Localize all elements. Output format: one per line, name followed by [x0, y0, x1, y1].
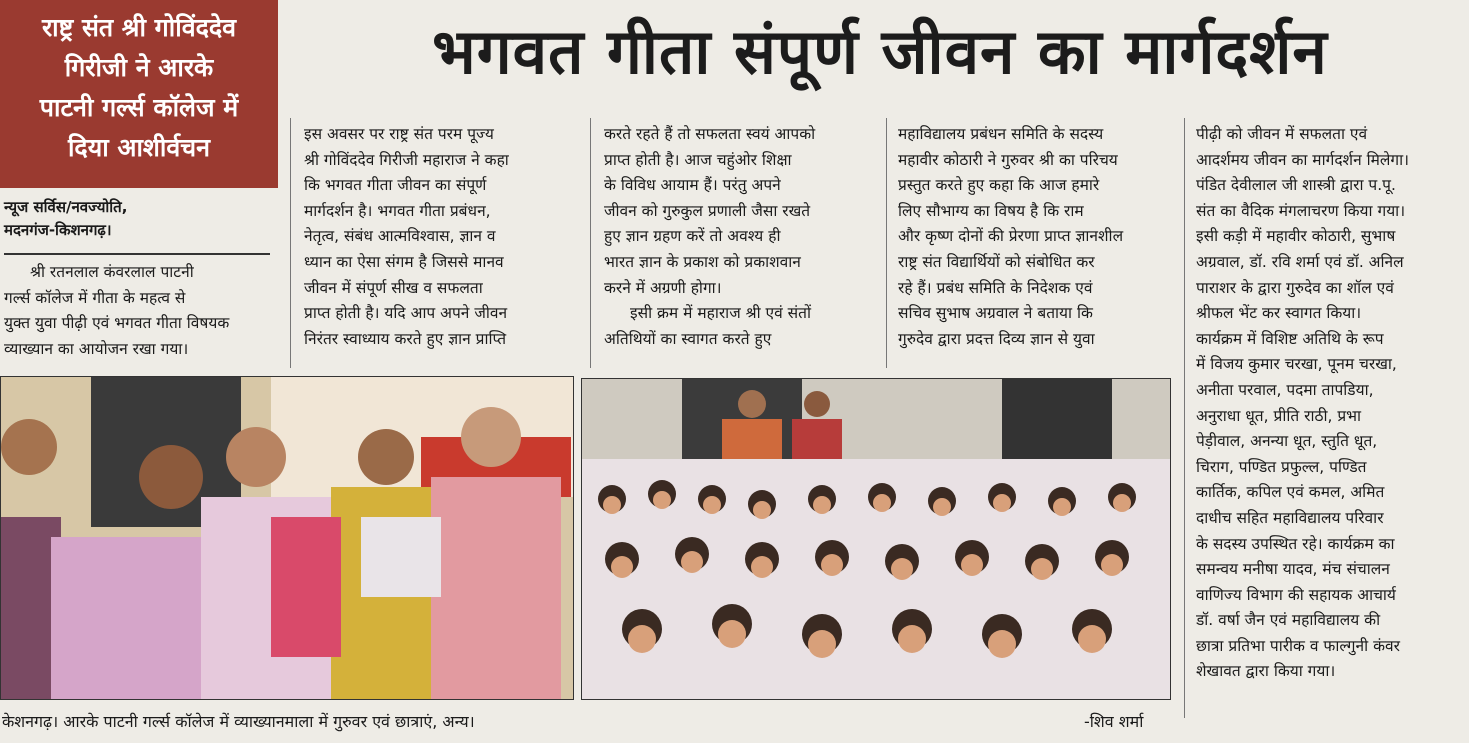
byline	[4, 196, 272, 242]
text-line: और कृष्ण दोनों की प्रेरणा प्राप्त ज्ञानशील	[898, 227, 1124, 246]
text-line: महाविद्यालय प्रबंधन समिति के सदस्य	[898, 125, 1104, 143]
article-column-1	[4, 260, 274, 362]
article-column-2	[304, 122, 576, 352]
article-column-4	[898, 122, 1170, 352]
text-line: पेड़ीवाल, अनन्या धूत, स्तुति धूत,	[1196, 432, 1378, 451]
text-line: प्रस्तुत करते हुए कहा कि आज हमारे	[898, 176, 1100, 195]
text-line: संत का वैदिक मंगलाचरण किया गया।	[1196, 201, 1406, 220]
byline-agency: न्यूज सर्विस/नवज्योति,	[4, 198, 128, 216]
column-divider	[1184, 118, 1185, 718]
photo-credit: -शिव शर्मा	[1084, 712, 1144, 731]
text-line: कार्तिक, कपिल एवं कमल, अमित	[1196, 483, 1385, 502]
byline-dateline: मदनगंज-किशनगढ़।	[4, 221, 112, 239]
column-divider	[290, 118, 291, 368]
photo-illustration	[1, 377, 573, 699]
kicker-line: पाटनी गर्ल्स कॉलेज में	[39, 93, 239, 122]
text-line: मार्गदर्शन है। भगवत गीता प्रबंधन,	[304, 201, 491, 220]
text-line: कार्यक्रम में विशिष्ट अतिथि के रूप	[1196, 329, 1384, 348]
kicker-line: गिरीजी ने आरके	[64, 53, 214, 82]
text-line: वाणिज्य विभाग की सहायक आचार्य	[1196, 585, 1396, 604]
text-line: पाराशर के द्वारा गुरुदेव का शॉल एवं	[1196, 278, 1394, 297]
text-line: नेतृत्व, संबंध आत्मविश्वास, ज्ञान व	[304, 227, 496, 246]
text-line: हुए ज्ञान ग्रहण करें तो अवश्य ही	[604, 227, 781, 246]
text-line: ध्यान का ऐसा संगम है जिससे मानव	[304, 252, 504, 271]
article-column-3	[604, 122, 876, 352]
photo-illustration	[582, 379, 1170, 699]
kicker-line: दिया आशीर्वचन	[67, 133, 211, 162]
text-line: पीढ़ी को जीवन में सफलता एवं	[1196, 125, 1368, 143]
text-line: राष्ट्र संत विद्यार्थियों को संबोधित कर	[898, 252, 1095, 271]
headline: भगवत गीता संपूर्ण जीवन का मार्गदर्शन	[432, 15, 1328, 88]
text-line: करने में अग्रणी होगा।	[604, 278, 722, 297]
text-line: सचिव सुभाष अग्रवाल ने बताया कि	[898, 304, 1093, 323]
text-line: श्रीफल भेंट कर स्वागत किया।	[1196, 304, 1362, 323]
text-line: आदर्शमय जीवन का मार्गदर्शन मिलेगा।	[1196, 150, 1410, 169]
column-divider	[886, 118, 887, 368]
text-line: गुरुदेव द्वारा प्रदत्त दिव्य ज्ञान से युवा	[898, 329, 1095, 348]
text-line: लिए सौभाग्य का विषय है कि राम	[898, 201, 1084, 220]
text-line: करते रहते हैं तो सफलता स्वयं आपको	[604, 125, 816, 143]
text-line: अग्रवाल, डॉ. रवि शर्मा एवं डॉ. अनिल	[1196, 252, 1404, 271]
text-line: युक्त युवा पीढ़ी एवं भगवत गीता विषयक	[4, 314, 230, 333]
column-divider	[590, 118, 591, 368]
article-column-5	[1196, 122, 1468, 685]
kicker-box	[0, 0, 278, 188]
photo-caption: केशनगढ़। आरके पाटनी गर्ल्स कॉलेज में व्याख्यानमाला में गुरुवर एवं छात्राएं, अन्य।	[2, 712, 475, 731]
text-line: श्री रतनलाल कंवरलाल पाटनी	[30, 263, 194, 281]
text-line: जीवन में संपूर्ण सीख व सफलता	[304, 278, 483, 297]
text-line: डॉ. वर्षा जैन एवं महाविद्यालय की	[1196, 611, 1381, 630]
text-line: इसी क्रम में महाराज श्री एवं संतों	[630, 304, 811, 323]
text-line: रहे हैं। प्रबंध समिति के निदेशक एवं	[898, 278, 1093, 297]
text-line: में विजय कुमार चरखा, पूनम चरखा,	[1196, 355, 1397, 374]
text-line: अनुराधा धूत, प्रीति राठी, प्रभा	[1196, 406, 1362, 425]
text-line: के विविध आयाम हैं। परंतु अपने	[604, 176, 781, 195]
text-line: भारत ज्ञान के प्रकाश को प्रकाशवान	[604, 252, 801, 271]
students-group-photo	[581, 378, 1171, 700]
text-line: इसी कड़ी में महावीर कोठारी, सुभाष	[1196, 227, 1396, 246]
text-line: कि भगवत गीता जीवन का संपूर्ण	[304, 176, 487, 195]
text-line: गर्ल्स कॉलेज में गीता के महत्व से	[4, 288, 186, 307]
text-line: पंडित देवीलाल जी शास्त्री द्वारा प.पू.	[1196, 176, 1396, 195]
byline-divider	[4, 253, 270, 255]
text-line: श्री गोविंददेव गिरीजी महाराज ने कहा	[304, 150, 509, 169]
text-line: महावीर कोठारी ने गुरुवर श्री का परिचय	[898, 150, 1118, 169]
text-line: व्याख्यान का आयोजन रखा गया।	[4, 339, 189, 358]
text-line: चिराग, पण्डित प्रफुल्ल, पण्डित	[1196, 457, 1367, 476]
text-line: जीवन को गुरुकुल प्रणाली जैसा रखते	[604, 201, 811, 220]
text-line: दाधीच सहित महाविद्यालय परिवार	[1196, 508, 1384, 527]
kicker-line: राष्ट्र संत श्री गोविंददेव	[41, 13, 237, 42]
text-line: निरंतर स्वाध्याय करते हुए ज्ञान प्राप्ति	[304, 329, 507, 348]
text-line: अतिथियों का स्वागत करते हुए	[604, 329, 772, 348]
text-line: के सदस्य उपस्थित रहे। कार्यक्रम का	[1196, 534, 1395, 553]
stage-felicitation-photo	[0, 376, 574, 700]
text-line: शेखावत द्वारा किया गया।	[1196, 662, 1336, 681]
text-line: प्राप्त होती है। आज चहुंओर शिक्षा	[604, 150, 792, 169]
text-line: प्राप्त होती है। यदि आप अपने जीवन	[304, 304, 508, 323]
text-line: इस अवसर पर राष्ट्र संत परम पूज्य	[304, 125, 494, 143]
text-line: छात्रा प्रतिभा पारीक व फाल्गुनी कंवर	[1196, 636, 1400, 655]
text-line: अनीता परवाल, पदमा तापडिया,	[1196, 380, 1374, 399]
text-line: समन्वय मनीषा यादव, मंच संचालन	[1196, 560, 1390, 579]
